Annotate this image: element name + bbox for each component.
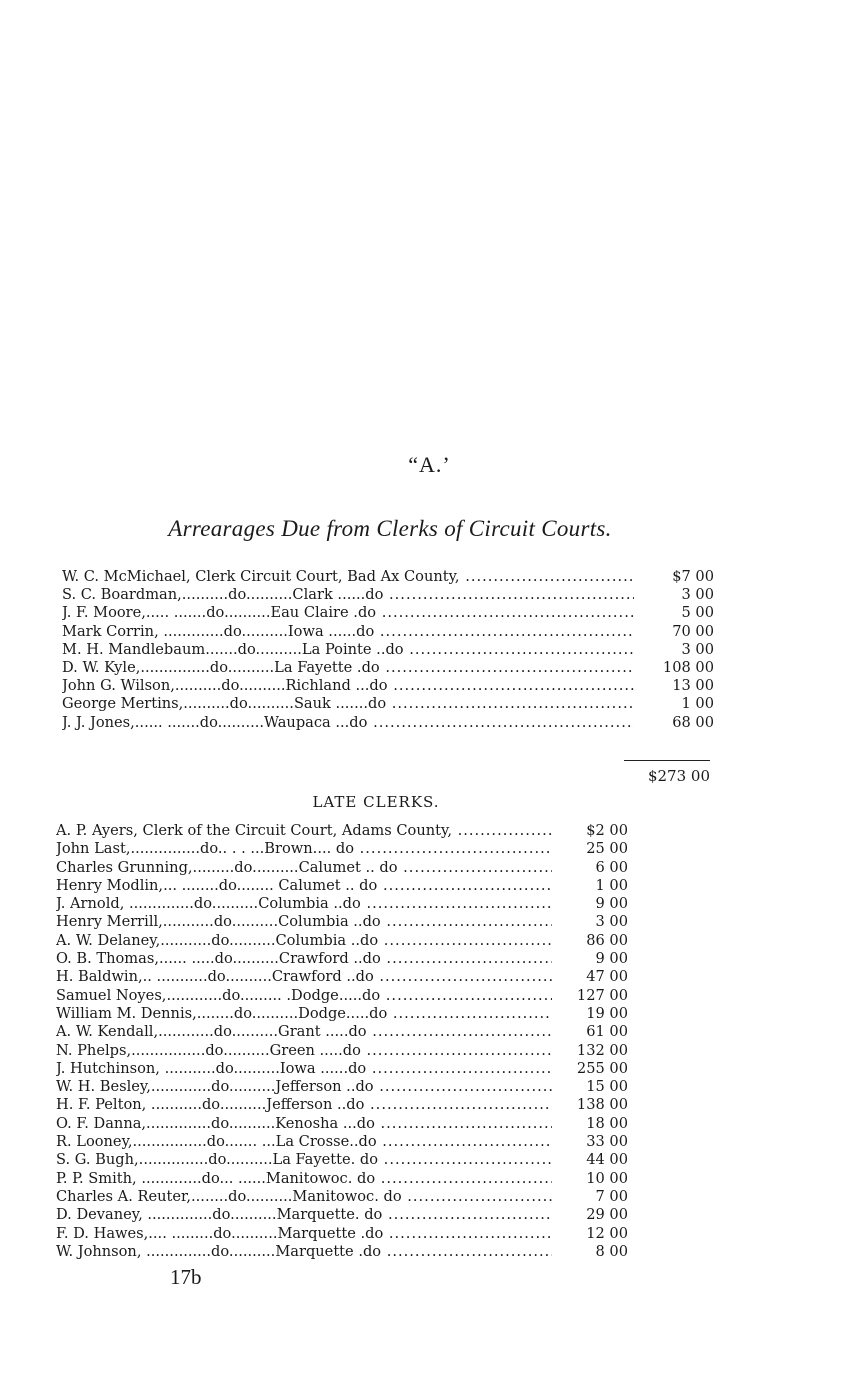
ledger-entry: A. P. Ayers, Clerk of the Circuit Court, Adams County, .....	[56, 822, 552, 840]
ledger-amount: 15 00	[586, 1078, 628, 1096]
ledger-row	[56, 1078, 628, 1096]
ledger-amount: 68 00	[672, 713, 714, 731]
ledger-amount: 61 00	[586, 1023, 628, 1041]
ledger-entry: O. B. Thomas,...... .....do..........Crawford ..do .....	[56, 950, 552, 968]
ledger-row	[56, 1243, 628, 1261]
ledger-amount: 132 00	[576, 1041, 628, 1059]
ledger-row	[56, 859, 628, 877]
ledger-amount: 86 00	[586, 931, 628, 949]
ledger-row	[56, 950, 628, 968]
ledger-amount: 5 00	[681, 604, 714, 622]
ledger-entry: W. Johnson, ..............do..........Marquette .do .....	[56, 1243, 552, 1261]
ledger-row	[56, 840, 628, 858]
ledger-entry: Samuel Noyes,............do......... .Dodge.....do .....	[56, 987, 552, 1005]
ledger-row	[56, 1005, 628, 1023]
ledger-row	[62, 714, 714, 732]
ledger-entry: John G. Wilson,..........do..........Richland ...do .....	[62, 677, 634, 695]
ledger-amount: 25 00	[586, 840, 628, 858]
ledger-entry: A. W. Kendall,............do..........Grant .....do .....	[56, 1023, 552, 1041]
ledger-entry: D. W. Kyle,...............do..........La Fayette .do .....	[62, 659, 634, 677]
ledger-row	[56, 932, 628, 950]
ledger-entry: Henry Merrill,...........do..........Columbia ..do .....	[56, 913, 552, 931]
section-mark: “A.’	[408, 452, 451, 477]
ledger-row	[62, 677, 714, 695]
ledger-row	[56, 822, 628, 840]
ledger-entry: H. F. Pelton, ...........do..........Jefferson ..do .....	[56, 1096, 552, 1114]
ledger-row	[56, 1151, 628, 1169]
ledger-amount: 12 00	[586, 1224, 628, 1242]
ledger-amount: 33 00	[586, 1133, 628, 1151]
ledger-row	[56, 895, 628, 913]
ledger-entry: F. D. Hawes,.... .........do..........Marquette .do .....	[56, 1225, 552, 1243]
ledger-amount: 9 00	[595, 895, 628, 913]
ledger-amount: 255 00	[576, 1059, 628, 1077]
ledger-entry: J. J. Jones,...... .......do..........Waupaca ...do .....	[62, 714, 634, 732]
ledger-row	[56, 1060, 628, 1078]
ledger-amount: $2 00	[586, 822, 628, 839]
ledger-entry: P. P. Smith, .............do... ......Manitowoc. do .....	[56, 1170, 552, 1188]
ledger-row	[56, 1188, 628, 1206]
ledger-amount: 127 00	[576, 986, 628, 1004]
ledger-amount: 47 00	[586, 968, 628, 986]
ledger-entry: Charles Grunning,.........do..........Calumet .. do .....	[56, 859, 552, 877]
ledger-entry: M. H. Mandlebaum.......do..........La Pointe ..do .....	[62, 641, 634, 659]
ledger-amount: 18 00	[586, 1114, 628, 1132]
ledger-row	[56, 987, 628, 1005]
ledger-amount: 1 00	[681, 695, 714, 713]
clerks-list	[62, 568, 714, 732]
ledger-amount: 7 00	[595, 1187, 628, 1205]
ledger-row	[56, 1133, 628, 1151]
ledger-amount: 6 00	[595, 858, 628, 876]
ledger-row	[56, 1042, 628, 1060]
ledger-entry: George Mertins,..........do..........Sauk .......do .....	[62, 695, 634, 713]
ledger-entry: R. Looney,................do....... ...La Crosse..do .....	[56, 1133, 552, 1151]
ledger-entry: John Last,...............do.. . . ...Brown.... do .....	[56, 840, 552, 858]
ledger-row	[56, 1096, 628, 1114]
ledger-entry: W. H. Besley,.............do..........Jefferson ..do .....	[56, 1078, 552, 1096]
ledger-row	[62, 568, 714, 586]
signature-mark: 17b	[170, 1265, 202, 1289]
ledger-row	[62, 604, 714, 622]
ledger-entry: S. G. Bugh,...............do..........La Fayette. do .....	[56, 1151, 552, 1169]
ledger-entry: Henry Modlin,... ........do........ Calumet .. do .....	[56, 877, 552, 895]
ledger-amount: 1 00	[595, 876, 628, 894]
ledger-entry: D. Devaney, ..............do..........Marquette. do .....	[56, 1206, 552, 1224]
ledger-amount: 8 00	[595, 1242, 628, 1260]
ledger-amount: 108 00	[662, 658, 714, 676]
ledger-entry: N. Phelps,................do..........Green .....do .....	[56, 1042, 552, 1060]
clerks-total: $273 00	[647, 767, 710, 785]
ledger-entry: J. Hutchinson, ...........do..........Iowa ......do .....	[56, 1060, 552, 1078]
ledger-amount: 3 00	[681, 586, 714, 604]
ledger-row	[56, 1225, 628, 1243]
ledger-row	[56, 913, 628, 931]
ledger-amount: 9 00	[595, 950, 628, 968]
ledger-entry: H. Baldwin,.. ...........do..........Crawford ..do .....	[56, 968, 552, 986]
ledger-entry: Mark Corrin, .............do..........Iowa ......do .....	[62, 623, 634, 641]
ledger-row	[56, 1023, 628, 1041]
ledger-row	[56, 877, 628, 895]
ledger-amount: 138 00	[576, 1096, 628, 1114]
late-clerks-list	[56, 822, 628, 1261]
ledger-amount: 70 00	[672, 622, 714, 640]
ledger-amount: 44 00	[586, 1151, 628, 1169]
ledger-amount: 10 00	[586, 1169, 628, 1187]
ledger-entry: Charles A. Reuter,........do..........Manitowoc. do .....	[56, 1188, 552, 1206]
ledger-entry: O. F. Danna,..............do..........Kenosha ...do .....	[56, 1115, 552, 1133]
ledger-row	[56, 1206, 628, 1224]
ledger-amount: 3 00	[681, 640, 714, 658]
ledger-row	[56, 968, 628, 986]
ledger-amount: $7 00	[672, 568, 714, 585]
ledger-row	[62, 659, 714, 677]
ledger-entry: William M. Dennis,........do..........Dodge.....do .....	[56, 1005, 552, 1023]
ledger-entry: W. C. McMichael, Clerk Circuit Court, Bad Ax County, .....	[62, 568, 634, 586]
late-clerks-heading: LATE CLERKS.	[312, 793, 440, 811]
ledger-amount: 19 00	[586, 1004, 628, 1022]
ledger-row	[62, 641, 714, 659]
ledger-amount: 29 00	[586, 1206, 628, 1224]
ledger-amount: 3 00	[595, 913, 628, 931]
total-rule	[624, 760, 710, 761]
ledger-entry: A. W. Delaney,...........do..........Columbia ..do .....	[56, 932, 552, 950]
ledger-row	[62, 623, 714, 641]
ledger-entry: J. F. Moore,..... .......do..........Eau Claire .do .....	[62, 604, 634, 622]
ledger-entry: S. C. Boardman,..........do..........Clark ......do .....	[62, 586, 634, 604]
page-title: Arrearages Due from Clerks of Circuit Courts.	[168, 516, 612, 541]
ledger-row	[56, 1170, 628, 1188]
ledger-row	[62, 695, 714, 713]
ledger-amount: 13 00	[672, 677, 714, 695]
ledger-row	[56, 1115, 628, 1133]
ledger-entry: J. Arnold, ..............do..........Columbia ..do .....	[56, 895, 552, 913]
ledger-row	[62, 586, 714, 604]
